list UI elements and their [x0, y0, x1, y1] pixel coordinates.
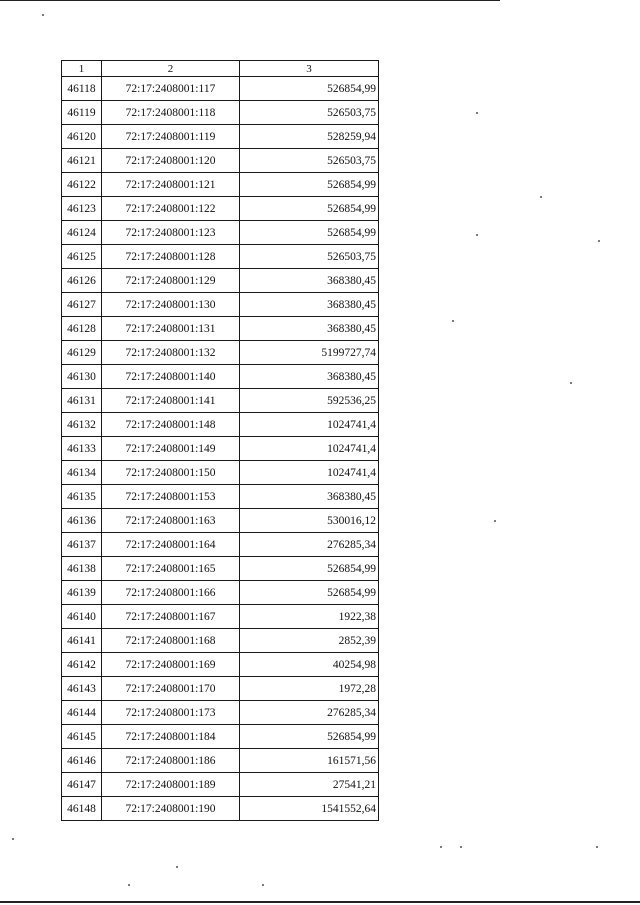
row-number: 46126 — [62, 269, 102, 293]
row-number: 46129 — [62, 341, 102, 365]
cadastral-value: 1024741,4 — [240, 437, 379, 461]
row-number: 46121 — [62, 149, 102, 173]
cadastral-value: 368380,45 — [240, 365, 379, 389]
scan-speck — [460, 846, 462, 848]
cadastral-value: 368380,45 — [240, 269, 379, 293]
scan-speck — [494, 520, 496, 522]
column-header-cadastral-number: 2 — [102, 61, 240, 77]
cadastral-value: 368380,45 — [240, 293, 379, 317]
cadastral-value: 276285,34 — [240, 533, 379, 557]
row-number: 46143 — [62, 677, 102, 701]
row-number: 46123 — [62, 197, 102, 221]
scan-speck — [176, 866, 178, 868]
scan-speck — [440, 846, 442, 848]
table-row — [62, 269, 379, 293]
cadastral-number: 72:17:2408001:153 — [102, 485, 240, 509]
cadastral-value: 1541552,64 — [240, 797, 379, 821]
table-row — [62, 317, 379, 341]
cadastral-number: 72:17:2408001:186 — [102, 749, 240, 773]
row-number: 46138 — [62, 557, 102, 581]
row-number: 46144 — [62, 701, 102, 725]
cadastral-value: 526854,99 — [240, 581, 379, 605]
cadastral-value: 526854,99 — [240, 221, 379, 245]
table-row — [62, 629, 379, 653]
row-number: 46125 — [62, 245, 102, 269]
cadastral-number: 72:17:2408001:130 — [102, 293, 240, 317]
cadastral-number: 72:17:2408001:123 — [102, 221, 240, 245]
cadastral-value: 526854,99 — [240, 77, 379, 101]
table-row — [62, 653, 379, 677]
table-row — [62, 149, 379, 173]
cadastral-number: 72:17:2408001:121 — [102, 173, 240, 197]
cadastral-number: 72:17:2408001:141 — [102, 389, 240, 413]
row-number: 46140 — [62, 605, 102, 629]
cadastral-number: 72:17:2408001:169 — [102, 653, 240, 677]
table-row — [62, 605, 379, 629]
row-number: 46137 — [62, 533, 102, 557]
scan-speck — [540, 196, 542, 198]
cadastral-number: 72:17:2408001:148 — [102, 413, 240, 437]
table-row — [62, 221, 379, 245]
row-number: 46142 — [62, 653, 102, 677]
table-row — [62, 125, 379, 149]
cadastral-number: 72:17:2408001:168 — [102, 629, 240, 653]
cadastral-value: 526503,75 — [240, 245, 379, 269]
cadastral-value: 2852,39 — [240, 629, 379, 653]
scan-speck — [12, 838, 14, 840]
cadastral-number: 72:17:2408001:190 — [102, 797, 240, 821]
scan-bottom-edge — [0, 901, 640, 903]
scan-speck — [596, 846, 598, 848]
cadastral-value: 526854,99 — [240, 725, 379, 749]
table-row — [62, 245, 379, 269]
cadastral-value: 528259,94 — [240, 125, 379, 149]
column-header-value: 3 — [240, 61, 379, 77]
row-number: 46120 — [62, 125, 102, 149]
scan-speck — [598, 240, 600, 242]
cadastral-number: 72:17:2408001:184 — [102, 725, 240, 749]
row-number: 46136 — [62, 509, 102, 533]
cadastral-value: 5199727,74 — [240, 341, 379, 365]
cadastral-value: 276285,34 — [240, 701, 379, 725]
table-row — [62, 557, 379, 581]
cadastral-number: 72:17:2408001:189 — [102, 773, 240, 797]
row-number: 46127 — [62, 293, 102, 317]
cadastral-value: 526854,99 — [240, 173, 379, 197]
row-number: 46148 — [62, 797, 102, 821]
table-row — [62, 509, 379, 533]
table-row — [62, 701, 379, 725]
row-number: 46132 — [62, 413, 102, 437]
table-row — [62, 749, 379, 773]
row-number: 46135 — [62, 485, 102, 509]
table-row — [62, 341, 379, 365]
cadastral-value: 1024741,4 — [240, 413, 379, 437]
scan-speck — [262, 884, 264, 886]
table-row — [62, 725, 379, 749]
row-number: 46133 — [62, 437, 102, 461]
table-row — [62, 197, 379, 221]
cadastral-value: 40254,98 — [240, 653, 379, 677]
cadastral-value: 161571,56 — [240, 749, 379, 773]
table-row — [62, 389, 379, 413]
table-row — [62, 533, 379, 557]
row-number: 46145 — [62, 725, 102, 749]
table-row — [62, 677, 379, 701]
cadastral-value: 368380,45 — [240, 485, 379, 509]
cadastral-number: 72:17:2408001:166 — [102, 581, 240, 605]
cadastral-value: 530016,12 — [240, 509, 379, 533]
header-row — [62, 61, 379, 77]
table-row — [62, 293, 379, 317]
row-number: 46122 — [62, 173, 102, 197]
cadastral-number: 72:17:2408001:170 — [102, 677, 240, 701]
row-number: 46134 — [62, 461, 102, 485]
cadastral-value: 526503,75 — [240, 149, 379, 173]
column-header-number: 1 — [62, 61, 102, 77]
row-number: 46119 — [62, 101, 102, 125]
row-number: 46146 — [62, 749, 102, 773]
table-row — [62, 485, 379, 509]
table-row — [62, 173, 379, 197]
table-row — [62, 581, 379, 605]
table-body — [62, 77, 379, 821]
cadastral-number: 72:17:2408001:167 — [102, 605, 240, 629]
cadastral-value: 526854,99 — [240, 197, 379, 221]
cadastral-number: 72:17:2408001:164 — [102, 533, 240, 557]
scan-top-edge — [0, 0, 500, 1]
cadastral-number: 72:17:2408001:173 — [102, 701, 240, 725]
row-number: 46128 — [62, 317, 102, 341]
cadastral-value: 592536,25 — [240, 389, 379, 413]
cadastral-number: 72:17:2408001:118 — [102, 101, 240, 125]
row-number: 46131 — [62, 389, 102, 413]
cadastral-number: 72:17:2408001:149 — [102, 437, 240, 461]
row-number: 46130 — [62, 365, 102, 389]
cadastral-number: 72:17:2408001:117 — [102, 77, 240, 101]
table-row — [62, 461, 379, 485]
cadastral-value: 526503,75 — [240, 101, 379, 125]
cadastral-value-table — [61, 60, 379, 821]
cadastral-value: 27541,21 — [240, 773, 379, 797]
cadastral-value: 368380,45 — [240, 317, 379, 341]
table-row — [62, 413, 379, 437]
scan-speck — [128, 884, 130, 886]
cadastral-value: 526854,99 — [240, 557, 379, 581]
row-number: 46124 — [62, 221, 102, 245]
cadastral-value: 1922,38 — [240, 605, 379, 629]
table-row — [62, 437, 379, 461]
cadastral-value: 1024741,4 — [240, 461, 379, 485]
cadastral-number: 72:17:2408001:150 — [102, 461, 240, 485]
scan-speck — [452, 320, 454, 322]
cadastral-number: 72:17:2408001:122 — [102, 197, 240, 221]
row-number: 46147 — [62, 773, 102, 797]
table-row — [62, 797, 379, 821]
scan-speck — [476, 234, 478, 236]
row-number: 46118 — [62, 77, 102, 101]
scan-speck — [570, 382, 572, 384]
cadastral-value: 1972,28 — [240, 677, 379, 701]
table-row — [62, 101, 379, 125]
cadastral-number: 72:17:2408001:128 — [102, 245, 240, 269]
table-row — [62, 773, 379, 797]
table-row — [62, 77, 379, 101]
cadastral-number: 72:17:2408001:132 — [102, 341, 240, 365]
cadastral-number: 72:17:2408001:131 — [102, 317, 240, 341]
cadastral-number: 72:17:2408001:129 — [102, 269, 240, 293]
row-number: 46139 — [62, 581, 102, 605]
table-row — [62, 365, 379, 389]
cadastral-number: 72:17:2408001:165 — [102, 557, 240, 581]
scan-speck — [42, 14, 44, 16]
cadastral-number: 72:17:2408001:120 — [102, 149, 240, 173]
cadastral-number: 72:17:2408001:140 — [102, 365, 240, 389]
row-number: 46141 — [62, 629, 102, 653]
cadastral-number: 72:17:2408001:119 — [102, 125, 240, 149]
scan-speck — [476, 112, 478, 114]
cadastral-number: 72:17:2408001:163 — [102, 509, 240, 533]
